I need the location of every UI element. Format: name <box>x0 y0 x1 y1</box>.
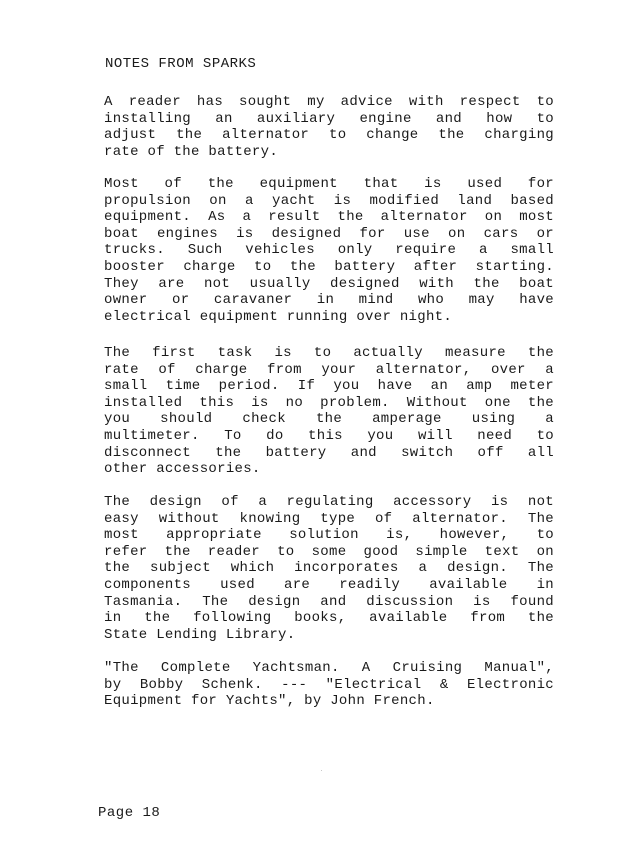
text-line: disconnect the battery and switch off all <box>104 444 554 461</box>
text-line: A reader has sought my advice with respect to <box>104 94 554 110</box>
text-line: The first task is to actually measure the <box>104 345 554 361</box>
paragraph-measure-charge <box>104 345 554 478</box>
text-line: in the following books, available from the <box>104 610 554 627</box>
text-line: other accessories. <box>104 461 261 478</box>
text-line: The design of a regulating accessory is not <box>104 494 554 510</box>
text-line: propulsion on a yacht is modified land based <box>104 192 554 209</box>
text-line: owner or caravaner in mind who may have <box>104 292 554 309</box>
text-line: Tasmania. The design and discussion is found <box>104 593 554 610</box>
text-line: installing an auxiliary engine and how to <box>104 110 554 127</box>
text-line: components used are readily available in <box>104 576 554 593</box>
paragraph-equipment <box>104 176 554 325</box>
text-line: adjust the alternator to change the charging <box>104 127 554 144</box>
page-number: Page 18 <box>98 805 161 821</box>
paragraph-book-references <box>104 660 554 710</box>
text-line: Equipment for Yachts", by John French. <box>104 693 435 710</box>
text-line: booster charge to the battery after starting. <box>104 258 554 275</box>
text-line: the subject which incorporates a design. The <box>104 560 554 577</box>
paragraph-regulator-design <box>104 494 554 643</box>
text-line: State Lending Library. <box>104 626 296 643</box>
text-line: They are not usually designed with the boat <box>104 275 554 292</box>
scan-speck <box>321 770 322 771</box>
text-line: multimeter. To do this you will need to <box>104 427 554 444</box>
text-line: rate of charge from your alternator, over a <box>104 361 554 378</box>
text-line: small time period. If you have an amp meter <box>104 378 554 395</box>
text-line: "The Complete Yachtsman. A Cruising Manual", <box>104 660 554 676</box>
text-line: electrical equipment running over night. <box>104 308 453 325</box>
text-line: by Bobby Schenk. --- "Electrical & Electronic <box>104 676 554 693</box>
text-line: installed this is no problem. Without one the <box>104 394 554 411</box>
text-line: most appropriate solution is, however, to <box>104 527 554 544</box>
article-heading: NOTES FROM SPARKS <box>105 56 257 72</box>
text-line: trucks. Such vehicles only require a small <box>104 242 554 259</box>
text-line: boat engines is designed for use on cars or <box>104 225 554 242</box>
text-line: you should check the amperage using a <box>104 411 554 428</box>
text-line: equipment. As a result the alternator on most <box>104 209 554 226</box>
text-line: rate of the battery. <box>104 143 279 160</box>
text-line: refer the reader to some good simple text on <box>104 543 554 560</box>
paragraph-alternator-question <box>104 94 554 160</box>
text-line: Most of the equipment that is used for <box>104 176 554 192</box>
text-line: easy without knowing type of alternator. The <box>104 510 554 527</box>
